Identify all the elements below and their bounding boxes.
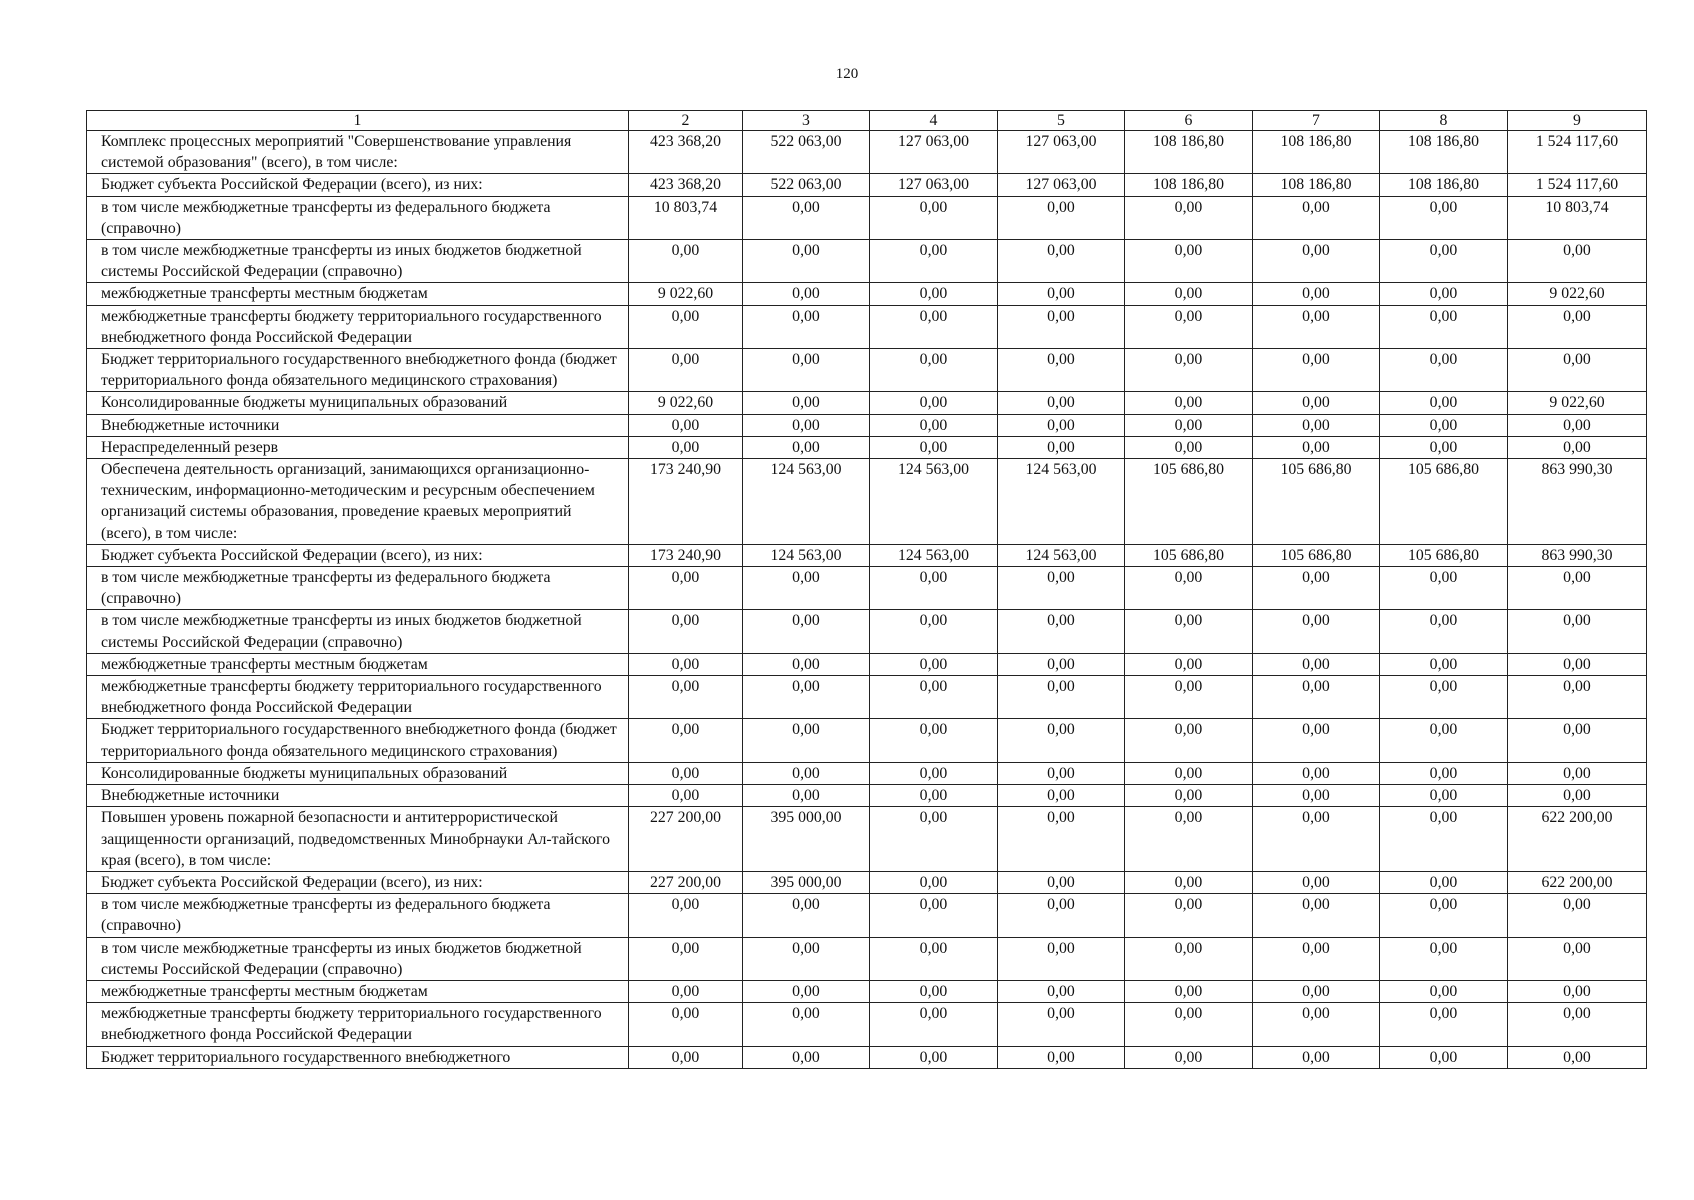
row-label: Консолидированные бюджеты муниципальных образований xyxy=(87,392,629,414)
value-cell-col-9: 622 200,00 xyxy=(1508,871,1647,893)
value-cell-col-9: 863 990,30 xyxy=(1508,459,1647,545)
table-body xyxy=(87,131,1647,1069)
value-cell-col-8: 0,00 xyxy=(1380,436,1508,458)
row-label: в том числе межбюджетные трансферты из федерального бюджета (справочно) xyxy=(87,196,629,239)
value-cell-col-4: 0,00 xyxy=(870,676,998,719)
value-cell-col-9: 0,00 xyxy=(1508,1003,1647,1046)
value-cell-col-3: 0,00 xyxy=(743,937,870,980)
value-cell-col-3: 124 563,00 xyxy=(743,459,870,545)
value-cell-col-8: 0,00 xyxy=(1380,305,1508,348)
value-cell-col-4: 0,00 xyxy=(870,414,998,436)
value-cell-col-2: 0,00 xyxy=(629,894,743,937)
value-cell-col-6: 0,00 xyxy=(1125,392,1253,414)
value-cell-col-7: 0,00 xyxy=(1253,567,1380,610)
table-row xyxy=(87,653,1647,675)
value-cell-col-8: 105 686,80 xyxy=(1380,544,1508,566)
value-cell-col-4: 0,00 xyxy=(870,871,998,893)
row-label: межбюджетные трансферты бюджету территориального государственного внебюджетного фонда Российской Федерации xyxy=(87,305,629,348)
value-cell-col-3: 0,00 xyxy=(743,1046,870,1068)
value-cell-col-6: 105 686,80 xyxy=(1125,459,1253,545)
value-cell-col-6: 0,00 xyxy=(1125,937,1253,980)
value-cell-col-2: 9 022,60 xyxy=(629,392,743,414)
value-cell-col-3: 0,00 xyxy=(743,610,870,653)
value-cell-col-5: 0,00 xyxy=(998,807,1125,872)
value-cell-col-9: 9 022,60 xyxy=(1508,283,1647,305)
value-cell-col-9: 0,00 xyxy=(1508,240,1647,283)
value-cell-col-8: 0,00 xyxy=(1380,719,1508,762)
column-header-7: 7 xyxy=(1253,111,1380,131)
value-cell-col-8: 108 186,80 xyxy=(1380,174,1508,196)
value-cell-col-4: 124 563,00 xyxy=(870,459,998,545)
table-row xyxy=(87,544,1647,566)
value-cell-col-5: 0,00 xyxy=(998,305,1125,348)
row-label: в том числе межбюджетные трансферты из иных бюджетов бюджетной системы Российской Федерации (справочно) xyxy=(87,240,629,283)
column-header-8: 8 xyxy=(1380,111,1508,131)
value-cell-col-8: 0,00 xyxy=(1380,937,1508,980)
value-cell-col-6: 0,00 xyxy=(1125,436,1253,458)
value-cell-col-9: 622 200,00 xyxy=(1508,807,1647,872)
table-row xyxy=(87,131,1647,174)
value-cell-col-6: 105 686,80 xyxy=(1125,544,1253,566)
value-cell-col-3: 0,00 xyxy=(743,305,870,348)
column-header-4: 4 xyxy=(870,111,998,131)
row-label: межбюджетные трансферты местным бюджетам xyxy=(87,653,629,675)
row-label: межбюджетные трансферты бюджету территориального государственного внебюджетного фонда Российской Федерации xyxy=(87,1003,629,1046)
value-cell-col-5: 0,00 xyxy=(998,980,1125,1002)
value-cell-col-7: 0,00 xyxy=(1253,719,1380,762)
value-cell-col-8: 0,00 xyxy=(1380,349,1508,392)
value-cell-col-4: 124 563,00 xyxy=(870,544,998,566)
value-cell-col-2: 0,00 xyxy=(629,567,743,610)
value-cell-col-7: 0,00 xyxy=(1253,610,1380,653)
value-cell-col-7: 0,00 xyxy=(1253,414,1380,436)
value-cell-col-3: 0,00 xyxy=(743,719,870,762)
row-label: в том числе межбюджетные трансферты из иных бюджетов бюджетной системы Российской Федерации (справочно) xyxy=(87,937,629,980)
table-row xyxy=(87,807,1647,872)
row-label: межбюджетные трансферты местным бюджетам xyxy=(87,283,629,305)
value-cell-col-5: 127 063,00 xyxy=(998,131,1125,174)
value-cell-col-6: 0,00 xyxy=(1125,1003,1253,1046)
value-cell-col-8: 105 686,80 xyxy=(1380,459,1508,545)
value-cell-col-9: 0,00 xyxy=(1508,980,1647,1002)
value-cell-col-6: 0,00 xyxy=(1125,305,1253,348)
value-cell-col-8: 0,00 xyxy=(1380,871,1508,893)
value-cell-col-8: 0,00 xyxy=(1380,240,1508,283)
value-cell-col-2: 227 200,00 xyxy=(629,807,743,872)
value-cell-col-4: 127 063,00 xyxy=(870,174,998,196)
value-cell-col-3: 0,00 xyxy=(743,653,870,675)
value-cell-col-6: 0,00 xyxy=(1125,894,1253,937)
value-cell-col-4: 0,00 xyxy=(870,762,998,784)
value-cell-col-7: 0,00 xyxy=(1253,436,1380,458)
value-cell-col-6: 0,00 xyxy=(1125,653,1253,675)
table-row xyxy=(87,785,1647,807)
value-cell-col-6: 0,00 xyxy=(1125,980,1253,1002)
value-cell-col-5: 124 563,00 xyxy=(998,459,1125,545)
value-cell-col-2: 0,00 xyxy=(629,349,743,392)
value-cell-col-8: 0,00 xyxy=(1380,785,1508,807)
value-cell-col-7: 108 186,80 xyxy=(1253,131,1380,174)
column-header-1: 1 xyxy=(87,111,629,131)
value-cell-col-7: 0,00 xyxy=(1253,349,1380,392)
value-cell-col-9: 0,00 xyxy=(1508,762,1647,784)
value-cell-col-7: 0,00 xyxy=(1253,807,1380,872)
value-cell-col-3: 0,00 xyxy=(743,1003,870,1046)
value-cell-col-2: 0,00 xyxy=(629,719,743,762)
value-cell-col-9: 0,00 xyxy=(1508,1046,1647,1068)
row-label: Бюджет территориального государственного внебюджетного фонда (бюджет территориального фонда обязательного медицинского страхования) xyxy=(87,349,629,392)
value-cell-col-5: 0,00 xyxy=(998,937,1125,980)
row-label: в том числе межбюджетные трансферты из федерального бюджета (справочно) xyxy=(87,567,629,610)
value-cell-col-3: 0,00 xyxy=(743,414,870,436)
table-row xyxy=(87,459,1647,545)
value-cell-col-7: 0,00 xyxy=(1253,937,1380,980)
value-cell-col-9: 0,00 xyxy=(1508,610,1647,653)
value-cell-col-5: 0,00 xyxy=(998,653,1125,675)
value-cell-col-2: 10 803,74 xyxy=(629,196,743,239)
value-cell-col-5: 0,00 xyxy=(998,894,1125,937)
value-cell-col-6: 0,00 xyxy=(1125,871,1253,893)
value-cell-col-5: 0,00 xyxy=(998,392,1125,414)
value-cell-col-4: 0,00 xyxy=(870,392,998,414)
row-label: межбюджетные трансферты бюджету территориального государственного внебюджетного фонда Российской Федерации xyxy=(87,676,629,719)
value-cell-col-9: 0,00 xyxy=(1508,653,1647,675)
value-cell-col-9: 0,00 xyxy=(1508,567,1647,610)
value-cell-col-4: 0,00 xyxy=(870,349,998,392)
row-label: Бюджет территориального государственного внебюджетного xyxy=(87,1046,629,1068)
value-cell-col-8: 0,00 xyxy=(1380,894,1508,937)
value-cell-col-5: 0,00 xyxy=(998,719,1125,762)
row-label: Комплекс процессных мероприятий "Совершенствование управления системой образования" (всего), в том числе: xyxy=(87,131,629,174)
value-cell-col-2: 0,00 xyxy=(629,610,743,653)
value-cell-col-7: 0,00 xyxy=(1253,871,1380,893)
value-cell-col-3: 124 563,00 xyxy=(743,544,870,566)
table-row xyxy=(87,1003,1647,1046)
value-cell-col-5: 0,00 xyxy=(998,785,1125,807)
value-cell-col-6: 0,00 xyxy=(1125,349,1253,392)
row-label: Нераспределенный резерв xyxy=(87,436,629,458)
value-cell-col-2: 0,00 xyxy=(629,937,743,980)
value-cell-col-3: 0,00 xyxy=(743,894,870,937)
value-cell-col-6: 0,00 xyxy=(1125,414,1253,436)
value-cell-col-3: 0,00 xyxy=(743,392,870,414)
table-row xyxy=(87,937,1647,980)
value-cell-col-6: 0,00 xyxy=(1125,785,1253,807)
page-number: 120 xyxy=(835,66,859,82)
value-cell-col-5: 0,00 xyxy=(998,567,1125,610)
value-cell-col-5: 0,00 xyxy=(998,762,1125,784)
value-cell-col-3: 395 000,00 xyxy=(743,871,870,893)
value-cell-col-9: 0,00 xyxy=(1508,305,1647,348)
value-cell-col-5: 0,00 xyxy=(998,1003,1125,1046)
value-cell-col-7: 0,00 xyxy=(1253,785,1380,807)
value-cell-col-2: 0,00 xyxy=(629,1046,743,1068)
value-cell-col-2: 9 022,60 xyxy=(629,283,743,305)
value-cell-col-5: 0,00 xyxy=(998,240,1125,283)
value-cell-col-2: 0,00 xyxy=(629,240,743,283)
value-cell-col-8: 0,00 xyxy=(1380,414,1508,436)
value-cell-col-6: 108 186,80 xyxy=(1125,131,1253,174)
value-cell-col-9: 1 524 117,60 xyxy=(1508,174,1647,196)
row-label: Бюджет субъекта Российской Федерации (всего), из них: xyxy=(87,174,629,196)
row-label: межбюджетные трансферты местным бюджетам xyxy=(87,980,629,1002)
value-cell-col-9: 0,00 xyxy=(1508,414,1647,436)
value-cell-col-6: 0,00 xyxy=(1125,676,1253,719)
value-cell-col-3: 0,00 xyxy=(743,283,870,305)
value-cell-col-6: 0,00 xyxy=(1125,807,1253,872)
value-cell-col-6: 0,00 xyxy=(1125,719,1253,762)
value-cell-col-7: 0,00 xyxy=(1253,653,1380,675)
value-cell-col-9: 1 524 117,60 xyxy=(1508,131,1647,174)
value-cell-col-9: 0,00 xyxy=(1508,349,1647,392)
value-cell-col-6: 0,00 xyxy=(1125,1046,1253,1068)
value-cell-col-3: 0,00 xyxy=(743,436,870,458)
value-cell-col-5: 0,00 xyxy=(998,283,1125,305)
value-cell-col-8: 0,00 xyxy=(1380,567,1508,610)
column-header-5: 5 xyxy=(998,111,1125,131)
value-cell-col-4: 0,00 xyxy=(870,283,998,305)
row-label: Консолидированные бюджеты муниципальных образований xyxy=(87,762,629,784)
value-cell-col-7: 0,00 xyxy=(1253,1003,1380,1046)
value-cell-col-6: 0,00 xyxy=(1125,762,1253,784)
value-cell-col-4: 0,00 xyxy=(870,196,998,239)
value-cell-col-7: 0,00 xyxy=(1253,240,1380,283)
row-label: в том числе межбюджетные трансферты из иных бюджетов бюджетной системы Российской Федерации (справочно) xyxy=(87,610,629,653)
value-cell-col-8: 0,00 xyxy=(1380,762,1508,784)
column-header-2: 2 xyxy=(629,111,743,131)
value-cell-col-4: 0,00 xyxy=(870,1003,998,1046)
value-cell-col-5: 0,00 xyxy=(998,436,1125,458)
value-cell-col-4: 0,00 xyxy=(870,807,998,872)
table-row xyxy=(87,349,1647,392)
value-cell-col-4: 127 063,00 xyxy=(870,131,998,174)
value-cell-col-6: 0,00 xyxy=(1125,196,1253,239)
value-cell-col-8: 0,00 xyxy=(1380,807,1508,872)
table-row xyxy=(87,392,1647,414)
value-cell-col-4: 0,00 xyxy=(870,305,998,348)
value-cell-col-4: 0,00 xyxy=(870,980,998,1002)
value-cell-col-8: 108 186,80 xyxy=(1380,131,1508,174)
column-header-6: 6 xyxy=(1125,111,1253,131)
table-row xyxy=(87,719,1647,762)
value-cell-col-4: 0,00 xyxy=(870,719,998,762)
value-cell-col-5: 0,00 xyxy=(998,1046,1125,1068)
value-cell-col-9: 0,00 xyxy=(1508,676,1647,719)
budget-table xyxy=(86,110,1647,1069)
value-cell-col-9: 0,00 xyxy=(1508,937,1647,980)
value-cell-col-9: 10 803,74 xyxy=(1508,196,1647,239)
value-cell-col-2: 0,00 xyxy=(629,785,743,807)
value-cell-col-8: 0,00 xyxy=(1380,676,1508,719)
value-cell-col-7: 105 686,80 xyxy=(1253,459,1380,545)
value-cell-col-9: 863 990,30 xyxy=(1508,544,1647,566)
value-cell-col-2: 0,00 xyxy=(629,414,743,436)
value-cell-col-3: 395 000,00 xyxy=(743,807,870,872)
value-cell-col-7: 0,00 xyxy=(1253,980,1380,1002)
value-cell-col-9: 0,00 xyxy=(1508,436,1647,458)
value-cell-col-5: 0,00 xyxy=(998,871,1125,893)
row-label: Бюджет субъекта Российской Федерации (всего), из них: xyxy=(87,871,629,893)
row-label: Бюджет субъекта Российской Федерации (всего), из них: xyxy=(87,544,629,566)
value-cell-col-2: 0,00 xyxy=(629,436,743,458)
value-cell-col-5: 0,00 xyxy=(998,610,1125,653)
value-cell-col-4: 0,00 xyxy=(870,894,998,937)
table-row xyxy=(87,567,1647,610)
value-cell-col-3: 0,00 xyxy=(743,980,870,1002)
value-cell-col-3: 0,00 xyxy=(743,762,870,784)
table-row xyxy=(87,762,1647,784)
table-row xyxy=(87,240,1647,283)
row-label: Повышен уровень пожарной безопасности и антитеррористической защищенности организаций, подведомственных Минобрнауки Ал-тайского края (всего), в том числе: xyxy=(87,807,629,872)
value-cell-col-6: 108 186,80 xyxy=(1125,174,1253,196)
value-cell-col-2: 227 200,00 xyxy=(629,871,743,893)
value-cell-col-2: 423 368,20 xyxy=(629,174,743,196)
value-cell-col-7: 0,00 xyxy=(1253,762,1380,784)
table-row xyxy=(87,436,1647,458)
value-cell-col-2: 0,00 xyxy=(629,676,743,719)
value-cell-col-9: 9 022,60 xyxy=(1508,392,1647,414)
value-cell-col-5: 0,00 xyxy=(998,676,1125,719)
value-cell-col-9: 0,00 xyxy=(1508,894,1647,937)
row-label: в том числе межбюджетные трансферты из федерального бюджета (справочно) xyxy=(87,894,629,937)
value-cell-col-8: 0,00 xyxy=(1380,1046,1508,1068)
table-row xyxy=(87,610,1647,653)
column-header-9: 9 xyxy=(1508,111,1647,131)
value-cell-col-8: 0,00 xyxy=(1380,392,1508,414)
value-cell-col-8: 0,00 xyxy=(1380,610,1508,653)
value-cell-col-7: 0,00 xyxy=(1253,1046,1380,1068)
table-row xyxy=(87,676,1647,719)
row-label: Бюджет территориального государственного внебюджетного фонда (бюджет территориального фонда обязательного медицинского страхования) xyxy=(87,719,629,762)
table-row xyxy=(87,196,1647,239)
value-cell-col-6: 0,00 xyxy=(1125,240,1253,283)
value-cell-col-2: 173 240,90 xyxy=(629,459,743,545)
table-row xyxy=(87,414,1647,436)
value-cell-col-7: 0,00 xyxy=(1253,196,1380,239)
value-cell-col-4: 0,00 xyxy=(870,436,998,458)
table-row xyxy=(87,174,1647,196)
row-label: Обеспечена деятельность организаций, занимающихся организационно-техническим, информационно-методическим и ресурсным обеспечением организаций системы образования, проведение краевых мероприятий (всего), в том числе: xyxy=(87,459,629,545)
value-cell-col-3: 0,00 xyxy=(743,349,870,392)
value-cell-col-7: 105 686,80 xyxy=(1253,544,1380,566)
table-row xyxy=(87,980,1647,1002)
row-label: Внебюджетные источники xyxy=(87,785,629,807)
value-cell-col-7: 0,00 xyxy=(1253,305,1380,348)
value-cell-col-7: 0,00 xyxy=(1253,676,1380,719)
row-label: Внебюджетные источники xyxy=(87,414,629,436)
value-cell-col-8: 0,00 xyxy=(1380,980,1508,1002)
column-header-3: 3 xyxy=(743,111,870,131)
value-cell-col-4: 0,00 xyxy=(870,785,998,807)
value-cell-col-4: 0,00 xyxy=(870,1046,998,1068)
value-cell-col-2: 0,00 xyxy=(629,305,743,348)
value-cell-col-8: 0,00 xyxy=(1380,196,1508,239)
value-cell-col-4: 0,00 xyxy=(870,610,998,653)
value-cell-col-9: 0,00 xyxy=(1508,719,1647,762)
value-cell-col-2: 423 368,20 xyxy=(629,131,743,174)
value-cell-col-7: 0,00 xyxy=(1253,283,1380,305)
value-cell-col-5: 124 563,00 xyxy=(998,544,1125,566)
value-cell-col-2: 0,00 xyxy=(629,762,743,784)
value-cell-col-8: 0,00 xyxy=(1380,1003,1508,1046)
table-header-row xyxy=(87,111,1647,131)
value-cell-col-7: 0,00 xyxy=(1253,894,1380,937)
value-cell-col-3: 0,00 xyxy=(743,240,870,283)
value-cell-col-3: 0,00 xyxy=(743,785,870,807)
value-cell-col-3: 522 063,00 xyxy=(743,174,870,196)
value-cell-col-6: 0,00 xyxy=(1125,283,1253,305)
value-cell-col-3: 522 063,00 xyxy=(743,131,870,174)
table-row xyxy=(87,1046,1647,1068)
value-cell-col-6: 0,00 xyxy=(1125,610,1253,653)
value-cell-col-2: 0,00 xyxy=(629,980,743,1002)
value-cell-col-5: 0,00 xyxy=(998,349,1125,392)
value-cell-col-4: 0,00 xyxy=(870,567,998,610)
value-cell-col-5: 0,00 xyxy=(998,196,1125,239)
table-row xyxy=(87,283,1647,305)
value-cell-col-2: 0,00 xyxy=(629,653,743,675)
value-cell-col-8: 0,00 xyxy=(1380,653,1508,675)
value-cell-col-6: 0,00 xyxy=(1125,567,1253,610)
value-cell-col-5: 127 063,00 xyxy=(998,174,1125,196)
value-cell-col-4: 0,00 xyxy=(870,937,998,980)
value-cell-col-5: 0,00 xyxy=(998,414,1125,436)
value-cell-col-7: 0,00 xyxy=(1253,392,1380,414)
value-cell-col-9: 0,00 xyxy=(1508,785,1647,807)
table-row xyxy=(87,871,1647,893)
value-cell-col-2: 173 240,90 xyxy=(629,544,743,566)
table-row xyxy=(87,305,1647,348)
table-row xyxy=(87,894,1647,937)
value-cell-col-7: 108 186,80 xyxy=(1253,174,1380,196)
value-cell-col-2: 0,00 xyxy=(629,1003,743,1046)
value-cell-col-3: 0,00 xyxy=(743,676,870,719)
value-cell-col-3: 0,00 xyxy=(743,567,870,610)
value-cell-col-4: 0,00 xyxy=(870,653,998,675)
value-cell-col-3: 0,00 xyxy=(743,196,870,239)
value-cell-col-8: 0,00 xyxy=(1380,283,1508,305)
value-cell-col-4: 0,00 xyxy=(870,240,998,283)
